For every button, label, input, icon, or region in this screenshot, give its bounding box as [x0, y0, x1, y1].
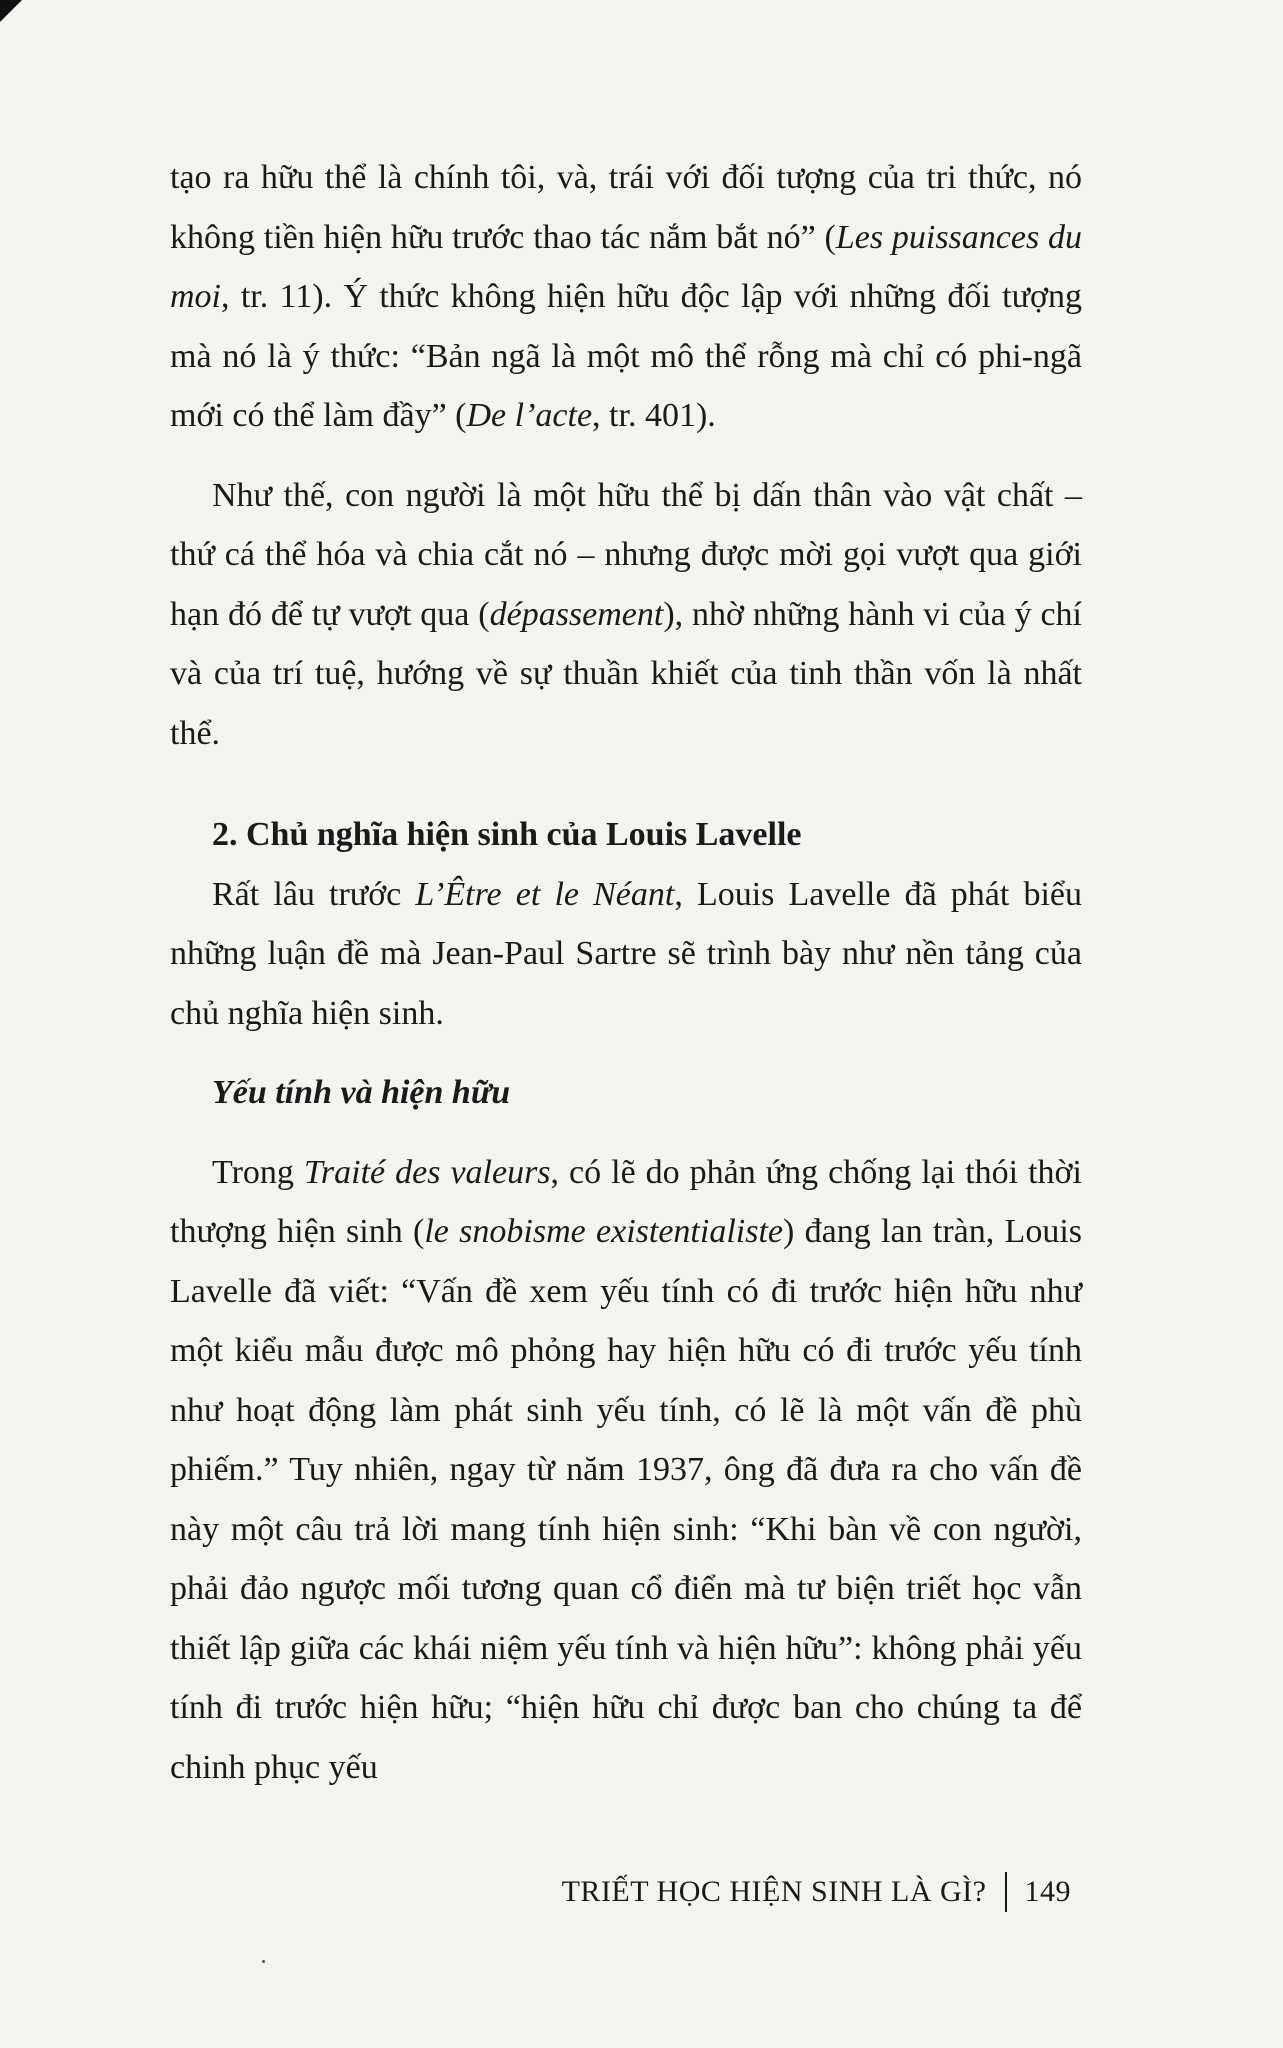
subsection-heading: Yếu tính và hiện hữu [212, 1074, 511, 1111]
footer-divider [1005, 1872, 1007, 1912]
paragraph-4: Trong Traité des valeurs, có lẽ do phản ứng chống lại thói thời thượng hiện sinh (le snobisme existentialiste) đang lan tràn, Louis Lavelle đã viết: “Vấn đề xem yếu tính có đi trước hiện hữu như một kiểu mẫu được mô phỏng hay hiện hữu có đi trước yếu tính như hoạt động làm phát sinh yếu tính, có lẽ là một vấn đề phù phiếm.” Tuy nhiên, ngay từ năm 1937, ông đã đưa ra cho vấn đề này một câu trả lời mang tính hiện sinh: “Khi bàn về con người, phải đảo ngược mối tương quan cổ điển mà tư biện triết học vẫn thiết lập giữa các khái niệm yếu tính và hiện hữu”: không phải yếu tính đi trước hiện hữu; “hiện hữu chỉ được ban cho chúng ta để chinh phục yếu [170, 1153, 1082, 1786]
running-footer [562, 1872, 1071, 1912]
book-title-italic: De l’acte [466, 397, 593, 434]
paragraph-3: Rất lâu trước L’Être et le Néant, Louis Lavelle đã phát biểu những luận đề mà Jean-Paul Sartre sẽ trình bày như nền tảng của chủ nghĩa hiện sinh. [170, 875, 1082, 1032]
page-number: 149 [1024, 1875, 1071, 1908]
term-italic: le snobisme existentialiste [424, 1213, 783, 1250]
paragraph-1: tạo ra hữu thể là chính tôi, và, trái với đối tượng của tri thức, nó không tiền hiện hữu trước thao tác nắm bắt nó” (Les puissances du moi, tr. 11). Ý thức không hiện hữu độc lập với những đối tượng mà nó là ý thức: “Bản ngã là một mô thể rỗng mà chỉ có phi-ngã mới có thể làm đầy” (De l’acte, tr. 401). [170, 159, 1082, 434]
term-italic: dépassement [489, 595, 664, 633]
page-body [170, 148, 1082, 1797]
footer-book-title: TRIẾT HỌC HIỆN SINH LÀ GÌ? [561, 1875, 987, 1908]
paper-speck [262, 1960, 265, 1963]
book-title-italic: Traité des valeurs [303, 1153, 551, 1191]
book-title-italic: L’Être et le Néant [415, 875, 675, 913]
page-corner-mark [0, 0, 22, 22]
book-title-italic: Les puissances du moi [170, 218, 1082, 315]
paragraph-2: Như thế, con người là một hữu thể bị dấn thân vào vật chất – thứ cá thể hóa và chia cắt nó – nhưng được mời gọi vượt qua giới hạn đó để tự vượt qua (dépassement), nhờ những hành vi của ý chí và của trí tuệ, hướng về sự thuần khiết của tinh thần vốn là nhất thể. [170, 476, 1082, 752]
section-heading: 2. Chủ nghĩa hiện sinh của Louis Lavelle [212, 816, 802, 853]
